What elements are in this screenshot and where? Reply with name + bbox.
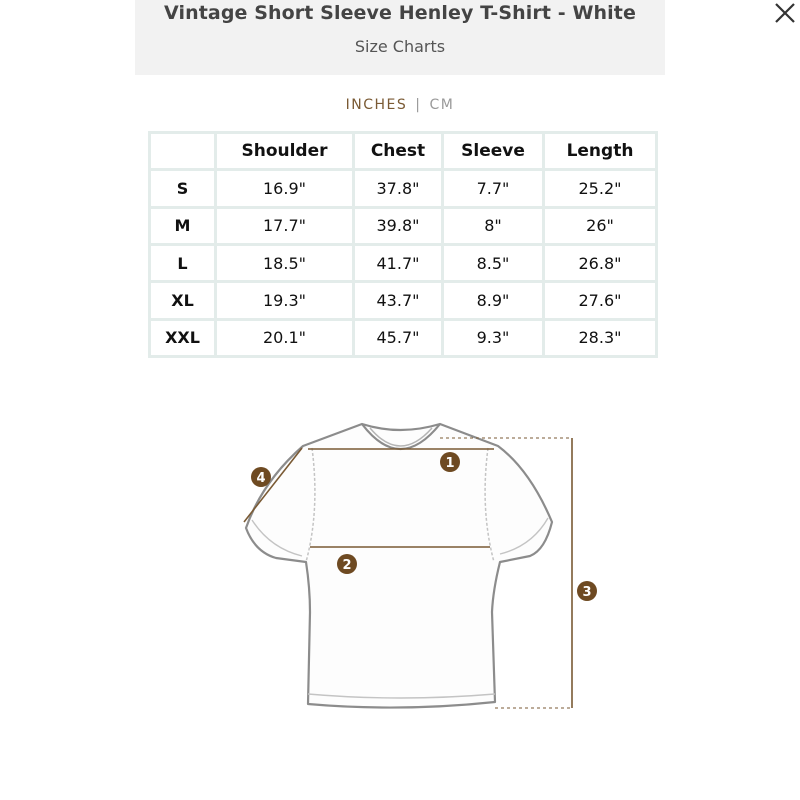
length-cell: 28.3" (545, 321, 655, 355)
sleeve-cell: 8" (444, 209, 542, 243)
unit-separator: | (415, 97, 422, 113)
svg-text:1: 1 (445, 456, 455, 471)
shoulder-cell: 20.1" (217, 321, 352, 355)
sleeve-cell: 8.5" (444, 246, 542, 280)
svg-text:2: 2 (342, 558, 352, 573)
length-cell: 26.8" (545, 246, 655, 280)
size-cell: S (151, 171, 214, 205)
header-sleeve: Sleeve (444, 134, 542, 168)
svg-text:3: 3 (582, 585, 592, 600)
marker-3 (577, 581, 597, 601)
sleeve-cell: 9.3" (444, 321, 542, 355)
marker-1 (440, 452, 460, 472)
chest-cell: 37.8" (355, 171, 441, 205)
unit-inches[interactable]: INCHES (345, 97, 408, 113)
shoulder-cell: 16.9" (217, 171, 352, 205)
chest-cell: 39.8" (355, 209, 441, 243)
shoulder-cell: 19.3" (217, 283, 352, 317)
chest-cell: 41.7" (355, 246, 441, 280)
sleeve-cell: 8.9" (444, 283, 542, 317)
chest-cell: 45.7" (355, 321, 441, 355)
marker-2 (337, 554, 357, 574)
length-cell: 25.2" (545, 171, 655, 205)
chest-cell: 43.7" (355, 283, 441, 317)
shoulder-cell: 17.7" (217, 209, 352, 243)
length-cell: 27.6" (545, 283, 655, 317)
unit-cm[interactable]: CM (429, 97, 455, 113)
header-chest: Chest (355, 134, 441, 168)
size-charts-label: Size Charts (354, 37, 446, 56)
size-cell: L (151, 246, 214, 280)
sleeve-cell: 7.7" (444, 171, 542, 205)
shoulder-cell: 18.5" (217, 246, 352, 280)
header-shoulder: Shoulder (217, 134, 352, 168)
length-cell: 26" (545, 209, 655, 243)
size-cell: M (151, 209, 214, 243)
marker-4 (251, 467, 271, 487)
svg-text:4: 4 (256, 471, 266, 486)
tshirt-outline (246, 424, 552, 708)
size-cell: XXL (151, 321, 214, 355)
product-title: Vintage Short Sleeve Henley T-Shirt - White (164, 2, 636, 24)
header-length: Length (545, 134, 655, 168)
size-cell: XL (151, 283, 214, 317)
